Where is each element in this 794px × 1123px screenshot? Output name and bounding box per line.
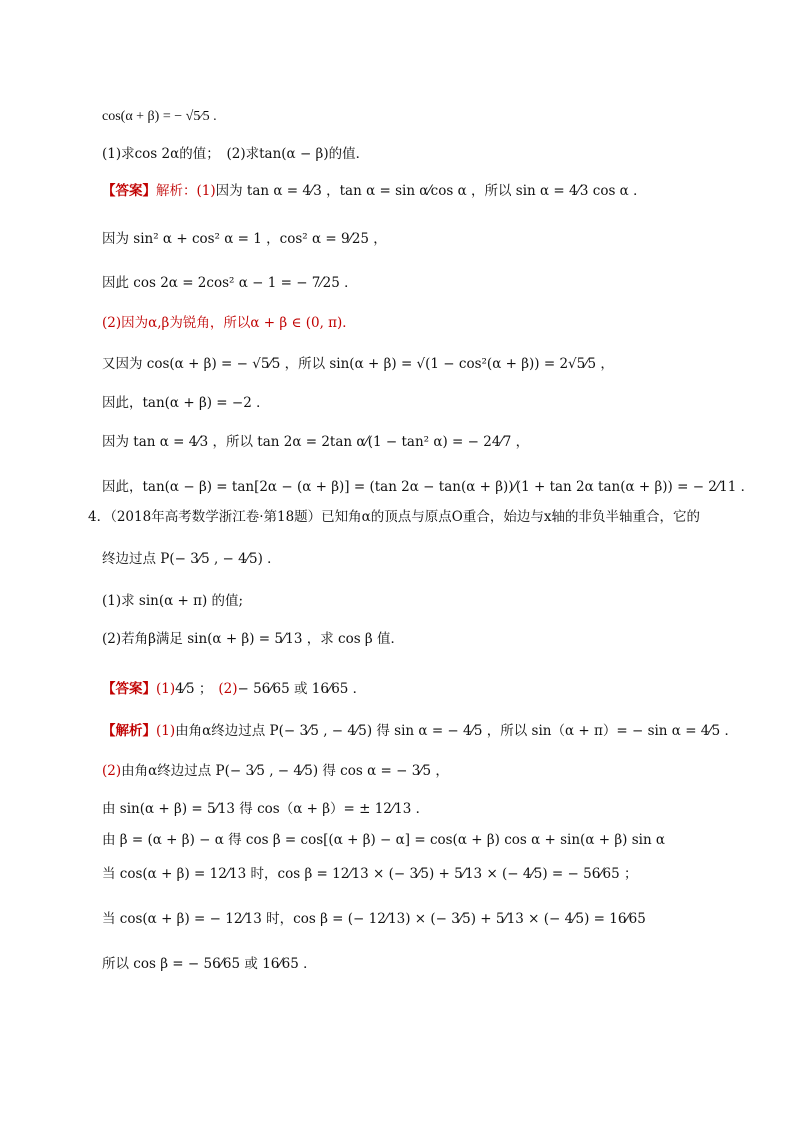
analysis-label: 解析： — [156, 183, 197, 199]
line-10: 因此，tan(α − β) = tan[2α − (α + β)] = (tan 2α − tan(α + β))⁄(1 + tan 2α tan(α + β)) = − 2⁄11 ． — [102, 479, 755, 495]
line-02: (1)求cos 2α的值； (2)求tan(α − β)的值． — [102, 146, 370, 162]
line-16 — [102, 725, 738, 739]
line-16-text: 由角α终边过点 P(− 3⁄5 , − 4⁄5) 得 sin α = − 4⁄5 ，所以 sin（α + π）= − sin α = 4⁄5 ． — [175, 723, 739, 739]
line-13: (1)求 sin(α + π) 的值; — [102, 593, 244, 609]
line-08: 因此，tan(α + β) = −2 ． — [102, 395, 270, 411]
line-01: cos(α + β) = − √5⁄5 . — [102, 109, 217, 124]
line-22: 所以 cos β = − 56⁄65 或 16⁄65 ． — [102, 956, 317, 972]
answer-tag: 【答案】 — [102, 183, 156, 199]
line-17 — [102, 765, 449, 779]
answer-tag-2: 【答案】 — [102, 681, 156, 697]
line-03-text: 因为 tan α = 4⁄3 ，tan α = sin α⁄cos α ，所以 sin α = 4⁄3 cos α ． — [215, 183, 647, 199]
line-21: 当 cos(α + β) = − 12⁄13 时，cos β = (− 12⁄13) × (− 3⁄5) + 5⁄13 × (− 4⁄5) = 16⁄65 — [102, 911, 646, 927]
analysis-part-2-marker: (2) — [102, 763, 122, 779]
line-17-text: 由角α终边过点 P(− 3⁄5 , − 4⁄5) 得 cos α = − 3⁄5 ， — [121, 763, 449, 779]
line-09: 因为 tan α = 4⁄3 ，所以 tan 2α = 2tan α⁄(1 − tan² α) = − 24⁄7 ， — [102, 434, 530, 450]
analysis-part-1-marker: (1) — [156, 723, 176, 739]
part-1-marker: (1) — [196, 183, 216, 199]
line-06-text: 因为α,β为锐角，所以α + β ∈ (0, π)． — [121, 315, 356, 331]
line-07: 又因为 cos(α + β) = − √5⁄5 ，所以 sin(α + β) = √(1 − cos²(α + β)) = 2√5⁄5 ， — [102, 356, 614, 372]
line-03 — [102, 185, 647, 199]
answer-part-1-marker: (1) — [156, 681, 176, 697]
line-05: 因此 cos 2α = 2cos² α − 1 = − 7⁄25 ． — [102, 275, 358, 291]
line-20: 当 cos(α + β) = 12⁄13 时，cos β = 12⁄13 × (− 3⁄5) + 5⁄13 × (− 4⁄5) = − 56⁄65 ； — [102, 866, 638, 882]
line-12: 终边过点 P(− 3⁄5 , − 4⁄5) ． — [102, 551, 281, 567]
answer-part-2-marker: (2) — [218, 681, 238, 697]
line-19: 由 β = (α + β) − α 得 cos β = cos[(α + β) − α] = cos(α + β) cos α + sin(α + β) sin α — [102, 832, 666, 848]
line-06 — [102, 317, 356, 331]
problem-4-header: 4．（2018年高考数学浙江卷·第18题）已知角α的顶点与原点O重合，始边与x轴的非负半轴重合，它的 — [88, 509, 700, 525]
analysis-tag: 【解析】 — [102, 723, 156, 739]
part-2-marker: (2) — [102, 315, 122, 331]
line-15 — [102, 683, 366, 697]
answer-part-2-value: − 56⁄65 或 16⁄65 ． — [237, 681, 367, 697]
line-18: 由 sin(α + β) = 5⁄13 得 cos（α + β）= ± 12⁄13 ． — [102, 801, 430, 817]
line-04: 因为 sin² α + cos² α = 1 ，cos² α = 9⁄25 ， — [102, 231, 387, 247]
line-14: (2)若角β满足 sin(α + β) = 5⁄13 ，求 cos β 值． — [102, 631, 405, 647]
answer-part-1-value: 4⁄5 ； — [175, 681, 213, 697]
